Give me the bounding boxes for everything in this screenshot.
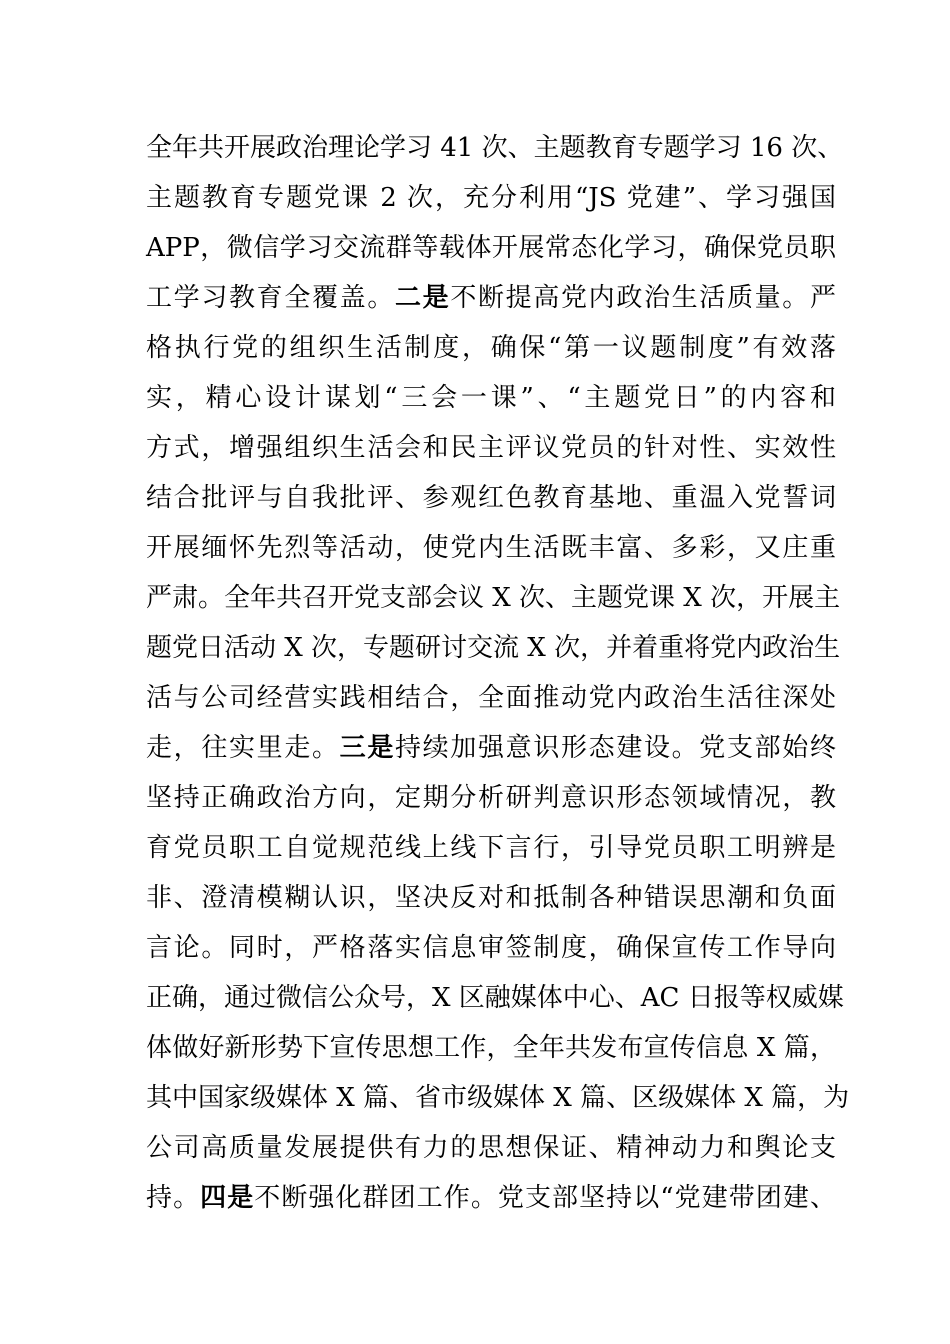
text-line bbox=[146, 1128, 836, 1168]
text-segment: 格执行党的组织生活制度，确保“第一议题制度”有效落 bbox=[146, 333, 836, 363]
text-segment: 工学习教育全覆盖。 bbox=[146, 283, 395, 313]
text-line bbox=[146, 378, 836, 418]
text-line bbox=[146, 128, 844, 168]
text-line bbox=[146, 678, 836, 718]
text-line bbox=[146, 1178, 836, 1218]
text-segment: 方式，增强组织生活会和民主评议党员的针对性、实效性 bbox=[146, 433, 836, 463]
text-segment: 主题教育专题党课 2 次，充分利用“JS 党建”、学习强国 bbox=[146, 183, 836, 213]
text-segment: 严肃。全年共召开党支部会议 X 次、主题党课 X 次，开展主 bbox=[146, 583, 841, 613]
bold-heading-marker: 二是 bbox=[394, 283, 451, 313]
text-segment: 题党日活动 X 次，专题研讨交流 X 次，并着重将党内政治生 bbox=[146, 633, 841, 663]
text-line bbox=[146, 428, 836, 468]
text-segment: 育党员职工自觉规范线上线下言行，引导党员职工明辨是 bbox=[146, 833, 836, 863]
text-line bbox=[146, 628, 841, 668]
text-line bbox=[146, 928, 836, 968]
text-segment: 开展缅怀先烈等活动，使党内生活既丰富、多彩，又庄重 bbox=[146, 533, 836, 563]
text-segment: 实，精心设计谋划“三会一课”、“主题党日”的内容和 bbox=[146, 383, 836, 413]
text-line bbox=[146, 1078, 850, 1118]
text-line bbox=[146, 178, 836, 218]
text-line bbox=[146, 578, 841, 618]
text-segment: 公司高质量发展提供有力的思想保证、精神动力和舆论支 bbox=[146, 1133, 836, 1163]
text-line bbox=[146, 528, 836, 568]
text-line bbox=[146, 878, 836, 918]
text-segment: 非、澄清模糊认识，坚决反对和抵制各种错误思潮和负面 bbox=[146, 883, 836, 913]
text-segment: APP，微信学习交流群等载体开展常态化学习，确保党员职 bbox=[146, 233, 836, 263]
text-line bbox=[146, 478, 836, 518]
text-line bbox=[146, 278, 836, 318]
text-segment: 结合批评与自我批评、参观红色教育基地、重温入党誓词 bbox=[146, 483, 836, 513]
text-segment: 活与公司经营实践相结合，全面推动党内政治生活往深处 bbox=[146, 683, 836, 713]
text-segment: 持。 bbox=[146, 1183, 201, 1213]
text-segment: 走，往实里走。 bbox=[146, 733, 340, 763]
text-segment: 正确，通过微信公众号，X 区融媒体中心、AC 日报等权威媒 bbox=[146, 983, 844, 1013]
text-segment: 其中国家级媒体 X 篇、省市级媒体 X 篇、区级媒体 X 篇，为 bbox=[146, 1083, 850, 1113]
text-line bbox=[146, 728, 836, 768]
bold-heading-marker: 四是 bbox=[200, 1183, 255, 1213]
text-line bbox=[146, 828, 836, 868]
text-line bbox=[146, 328, 836, 368]
text-line bbox=[146, 1028, 836, 1068]
text-line bbox=[146, 228, 836, 268]
text-segment: 不断强化群团工作。党支部坚持以“党建带团建、 bbox=[254, 1183, 836, 1213]
text-segment: 全年共开展政治理论学习 41 次、主题教育专题学习 16 次、 bbox=[146, 133, 844, 163]
text-line bbox=[146, 978, 844, 1018]
text-segment: 言论。同时，严格落实信息审签制度，确保宣传工作导向 bbox=[146, 933, 836, 963]
bold-heading-marker: 三是 bbox=[339, 733, 395, 763]
text-segment: 不断提高党内政治生活质量。严 bbox=[450, 283, 836, 313]
text-segment: 体做好新形势下宣传思想工作，全年共发布宣传信息 X 篇， bbox=[146, 1033, 836, 1063]
text-segment: 持续加强意识形态建设。党支部始终 bbox=[395, 733, 836, 763]
text-line bbox=[146, 778, 836, 818]
text-segment: 坚持正确政治方向，定期分析研判意识形态领域情况，教 bbox=[146, 783, 836, 813]
